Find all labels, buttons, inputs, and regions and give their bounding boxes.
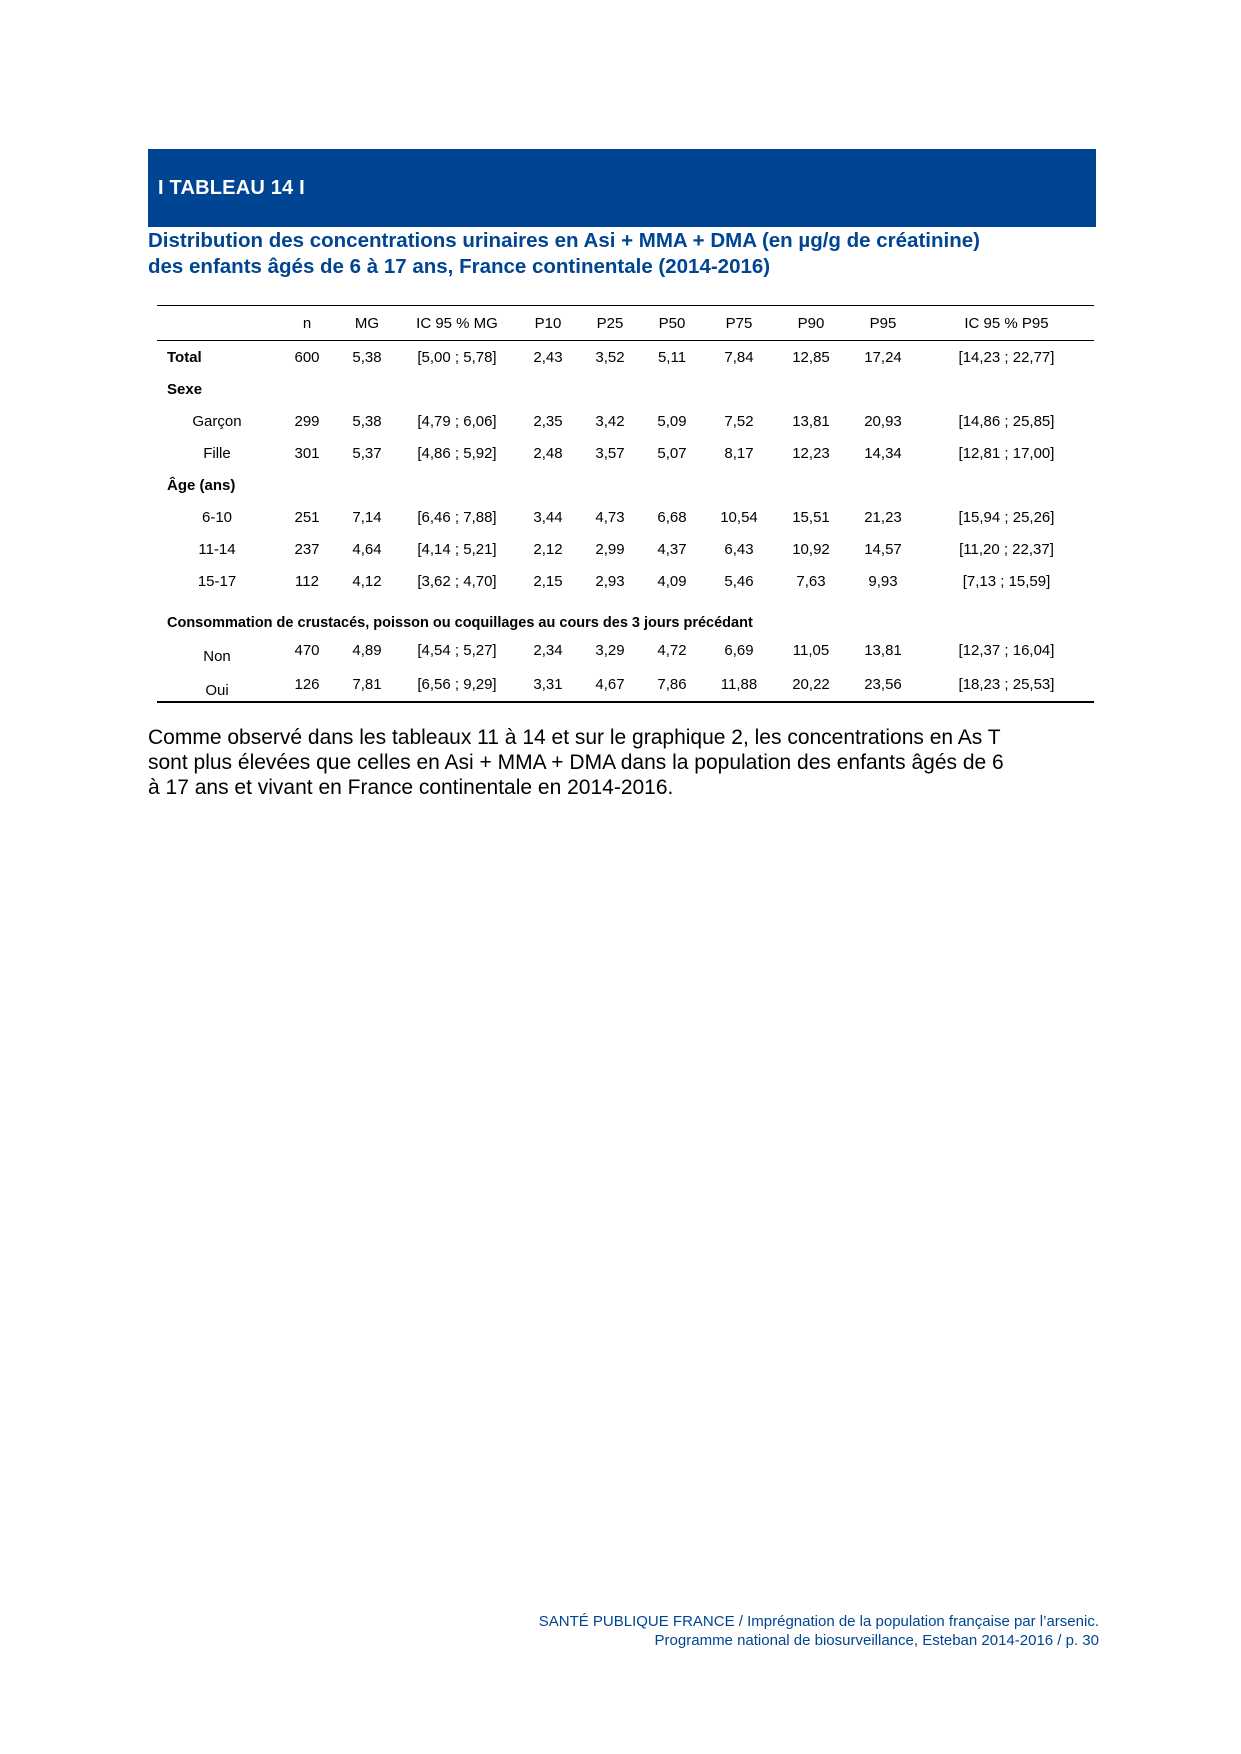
row-label: Oui xyxy=(205,682,229,699)
cell-p95: 21,23 xyxy=(864,508,902,526)
header-cell-p25: P25 xyxy=(596,314,624,332)
cell-p90: 15,51 xyxy=(792,508,830,526)
cell-p95: 23,56 xyxy=(864,675,902,693)
cell-p90: 13,81 xyxy=(792,412,830,430)
cell-ic-p95: [7,13 ; 15,59] xyxy=(962,572,1051,590)
cell-ic-mg: [4,14 ; 5,21] xyxy=(417,540,497,558)
cell-p95: 14,34 xyxy=(864,444,902,462)
header-cell-p50: P50 xyxy=(658,314,686,332)
row-label: Garçon xyxy=(192,412,242,430)
cell-n: 126 xyxy=(294,675,320,693)
header-cell-ic-mg: IC 95 % MG xyxy=(416,314,498,332)
cell-p75: 7,52 xyxy=(724,412,754,430)
cell-p95: 17,24 xyxy=(864,348,902,366)
cell-p10: 2,15 xyxy=(533,572,563,590)
cell-mg: 7,14 xyxy=(352,508,382,526)
data-table xyxy=(157,305,1094,703)
cell-p10: 2,43 xyxy=(533,348,563,366)
row-label: Fille xyxy=(203,444,231,462)
cell-p95: 9,93 xyxy=(868,572,898,590)
cell-p95: 20,93 xyxy=(864,412,902,430)
body-paragraph-line-1: Comme observé dans les tableaux 11 à 14 et sur le graphique 2, les concentrations en As T xyxy=(148,726,1001,749)
header-cell-p10: P10 xyxy=(534,314,562,332)
table-group-row xyxy=(157,373,1094,405)
table-group-row xyxy=(157,469,1094,501)
cell-ic-mg: [4,79 ; 6,06] xyxy=(417,412,497,430)
cell-n: 237 xyxy=(294,540,320,558)
cell-p25: 2,99 xyxy=(595,540,625,558)
group-label-consommation: Consommation de crustacés, poisson ou coquillages au cours des 3 jours précédant xyxy=(167,615,753,631)
cell-p50: 4,09 xyxy=(657,572,687,590)
cell-p50: 5,11 xyxy=(657,348,687,366)
body-paragraph-line-2: sont plus élevées que celles en Asi + MMA + DMA dans la population des enfants âgés de 6 xyxy=(148,751,1004,774)
cell-n: 299 xyxy=(294,412,320,430)
cell-ic-mg: [4,54 ; 5,27] xyxy=(417,641,497,659)
cell-p75: 6,43 xyxy=(724,540,754,558)
cell-p50: 5,07 xyxy=(657,444,687,462)
table-row xyxy=(157,565,1094,597)
cell-p25: 3,29 xyxy=(595,641,625,659)
page-footer xyxy=(539,1612,1099,1650)
cell-p90: 10,92 xyxy=(792,540,830,558)
table-group-row xyxy=(157,597,1094,633)
footer-line-2: Programme national de biosurveillance, Esteban 2014-2016 / p. 30 xyxy=(654,1632,1099,1649)
cell-ic-mg: [6,46 ; 7,88] xyxy=(417,508,497,526)
body-paragraph xyxy=(148,725,1103,800)
header-cell-label xyxy=(157,306,277,341)
cell-ic-mg: [6,56 ; 9,29] xyxy=(417,675,497,693)
table-banner xyxy=(148,147,1096,227)
cell-p50: 7,86 xyxy=(657,675,687,693)
cell-p10: 3,31 xyxy=(533,675,563,693)
data-table-container xyxy=(157,305,1094,703)
group-label-age: Âge (ans) xyxy=(167,476,236,494)
cell-p75: 5,46 xyxy=(724,572,754,590)
cell-p90: 11,05 xyxy=(792,641,830,659)
cell-mg: 4,89 xyxy=(352,641,382,659)
cell-ic-p95: [15,94 ; 25,26] xyxy=(958,508,1055,526)
body-paragraph-line-3: à 17 ans et vivant en France continentale en 2014-2016. xyxy=(148,776,674,799)
table-row xyxy=(157,437,1094,469)
cell-p50: 4,37 xyxy=(657,540,687,558)
cell-ic-p95: [12,37 ; 16,04] xyxy=(958,641,1055,659)
cell-p25: 3,57 xyxy=(595,444,625,462)
cell-p25: 3,42 xyxy=(595,412,625,430)
cell-p75: 8,17 xyxy=(724,444,754,462)
cell-p25: 4,73 xyxy=(595,508,625,526)
header-cell-p95: P95 xyxy=(869,314,897,332)
cell-p25: 3,52 xyxy=(595,348,625,366)
table-caption-line-2: des enfants âgés de 6 à 17 ans, France continentale (2014-2016) xyxy=(148,255,771,278)
cell-p25: 2,93 xyxy=(595,572,625,590)
table-caption xyxy=(148,228,1103,280)
cell-p75: 10,54 xyxy=(720,508,758,526)
table-row xyxy=(157,501,1094,533)
cell-p75: 6,69 xyxy=(724,641,754,659)
cell-ic-p95: [14,23 ; 22,77] xyxy=(958,348,1055,366)
header-cell-p90: P90 xyxy=(797,314,825,332)
table-row xyxy=(157,633,1094,667)
cell-p50: 6,68 xyxy=(657,508,687,526)
cell-ic-p95: [14,86 ; 25,85] xyxy=(958,412,1055,430)
cell-p95: 14,57 xyxy=(864,540,902,558)
cell-p25: 4,67 xyxy=(595,675,625,693)
header-cell-p75: P75 xyxy=(725,314,753,332)
cell-p90: 12,85 xyxy=(792,348,830,366)
header-cell-mg: MG xyxy=(354,314,380,332)
table-row xyxy=(157,667,1094,702)
cell-p75: 11,88 xyxy=(720,675,758,693)
header-cell-n: n xyxy=(302,314,312,332)
cell-ic-mg: [5,00 ; 5,78] xyxy=(417,348,497,366)
header-cell-ic-p95: IC 95 % P95 xyxy=(964,314,1049,332)
cell-ic-p95: [11,20 ; 22,37] xyxy=(959,540,1054,558)
table-row xyxy=(157,533,1094,565)
cell-n: 251 xyxy=(294,508,320,526)
cell-mg: 5,37 xyxy=(352,444,382,462)
cell-p75: 7,84 xyxy=(724,348,754,366)
cell-ic-p95: [18,23 ; 25,53] xyxy=(958,675,1055,693)
cell-p10: 2,48 xyxy=(533,444,563,462)
cell-n: 470 xyxy=(294,641,320,659)
table-row-total xyxy=(157,341,1094,374)
cell-n: 600 xyxy=(294,348,320,366)
cell-p90: 12,23 xyxy=(792,444,830,462)
cell-ic-mg: [3,62 ; 4,70] xyxy=(417,572,497,590)
table-row xyxy=(157,405,1094,437)
cell-n: 112 xyxy=(295,572,319,590)
row-label: 11-14 xyxy=(198,540,236,558)
row-label: 15-17 xyxy=(197,572,237,590)
cell-p10: 2,34 xyxy=(533,641,563,659)
cell-n: 301 xyxy=(294,444,320,462)
cell-p95: 13,81 xyxy=(864,641,902,659)
cell-mg: 5,38 xyxy=(352,412,382,430)
cell-ic-p95: [12,81 ; 17,00] xyxy=(958,444,1055,462)
row-label: Total xyxy=(167,348,202,366)
cell-ic-mg: [4,86 ; 5,92] xyxy=(417,444,497,462)
table-number-title: I TABLEAU 14 I xyxy=(158,177,305,199)
cell-p90: 7,63 xyxy=(796,572,826,590)
cell-mg: 5,38 xyxy=(352,348,382,366)
cell-p50: 4,72 xyxy=(657,641,687,659)
row-label: 6-10 xyxy=(201,508,233,526)
cell-p90: 20,22 xyxy=(792,675,830,693)
cell-p10: 3,44 xyxy=(533,508,563,526)
cell-mg: 4,12 xyxy=(352,572,382,590)
cell-p50: 5,09 xyxy=(657,412,687,430)
cell-p10: 2,35 xyxy=(533,412,563,430)
cell-mg: 7,81 xyxy=(352,675,382,693)
table-header-row xyxy=(157,306,1094,341)
cell-p10: 2,12 xyxy=(533,540,563,558)
group-label-sexe: Sexe xyxy=(167,380,203,398)
cell-mg: 4,64 xyxy=(352,540,382,558)
row-label: Non xyxy=(203,648,231,665)
table-caption-line-1: Distribution des concentrations urinaires en Asi + MMA + DMA (en µg/g de créatinine) xyxy=(148,229,980,252)
footer-line-1: SANTÉ PUBLIQUE FRANCE / Imprégnation de la population française par l’arsenic. xyxy=(538,1613,1099,1630)
